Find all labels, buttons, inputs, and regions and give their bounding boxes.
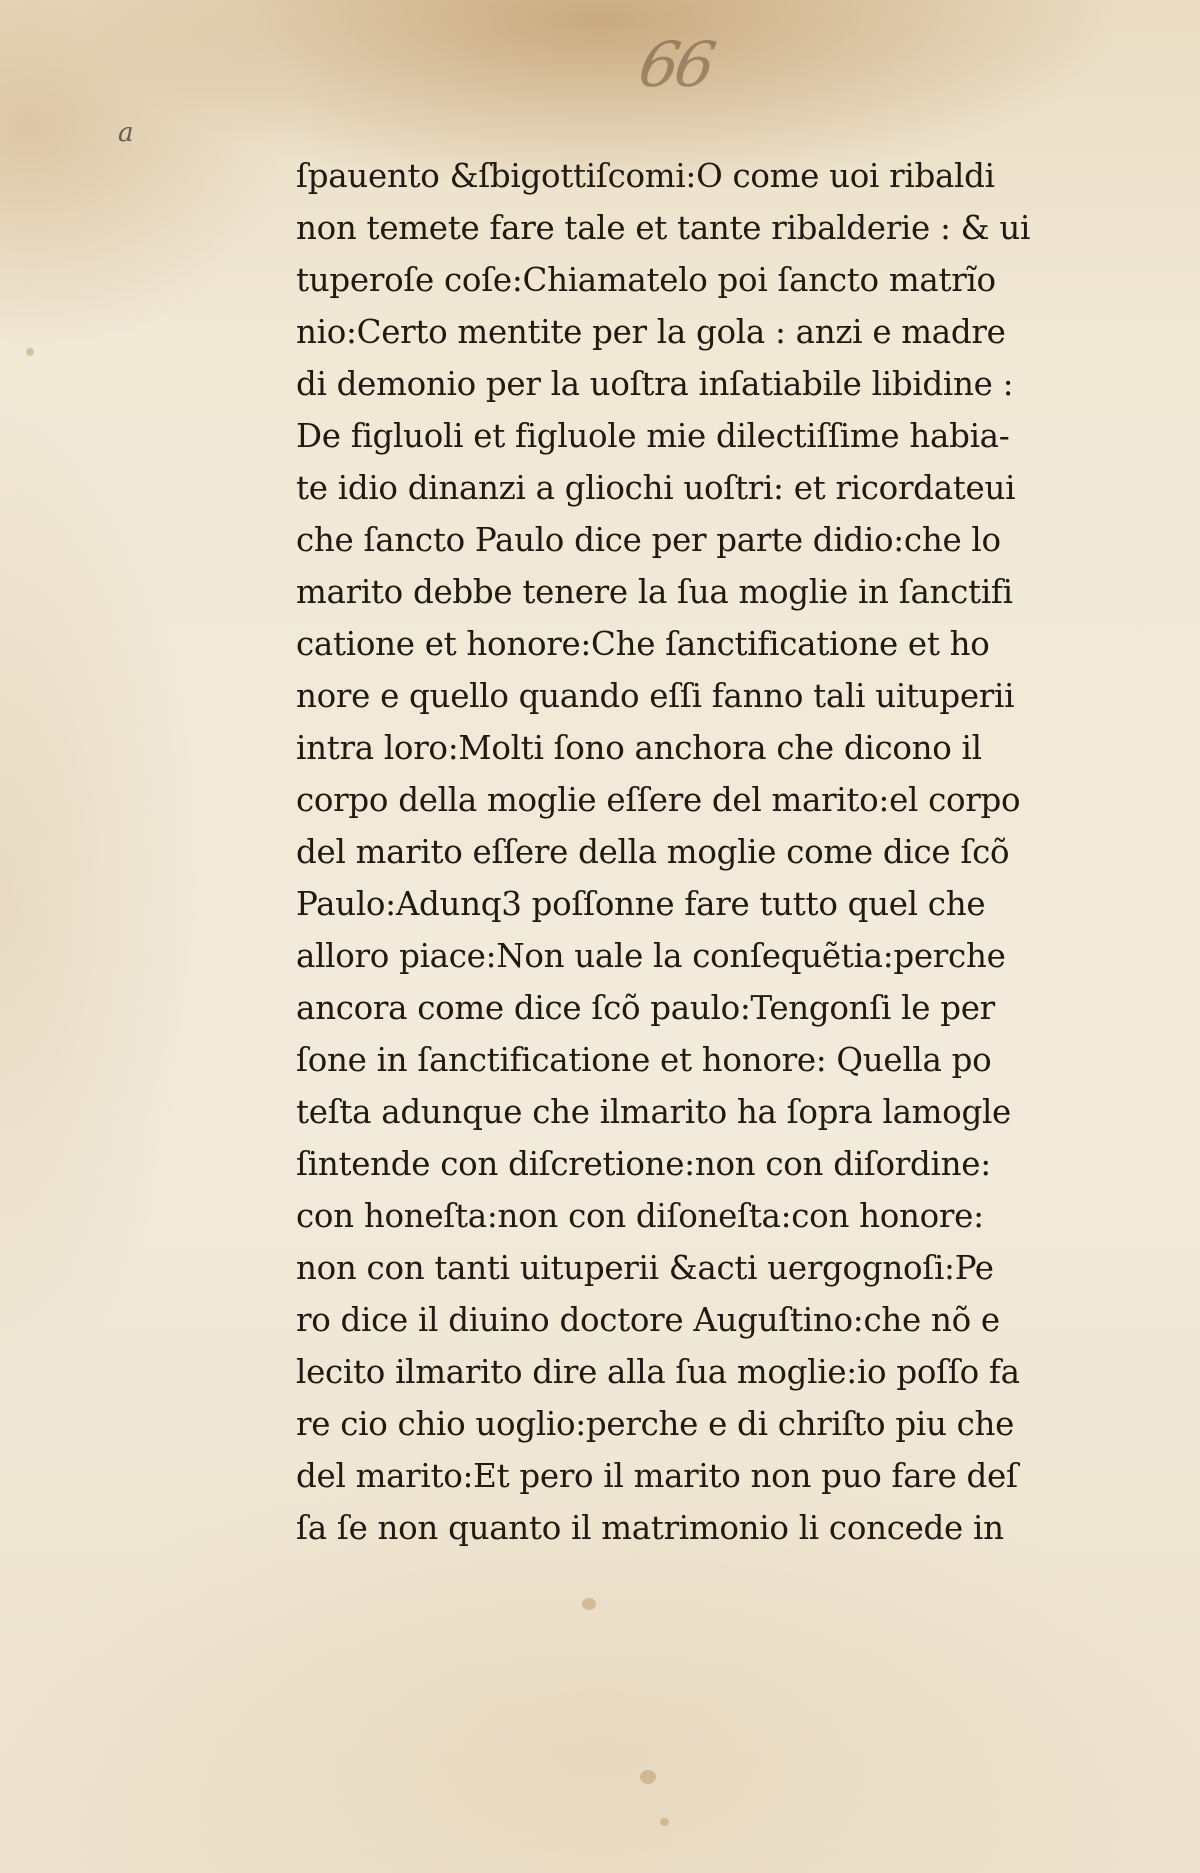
folio-number: 66: [633, 28, 718, 101]
text-line: tuperoſe coſe:Chiamatelo poi ſancto matrĩo: [296, 261, 996, 299]
text-line: ſone in ſanctificatione et honore: Quella po: [296, 1041, 992, 1079]
text-line: ſa ſe non quanto il matrimonio li concede in: [296, 1509, 1004, 1547]
text-line: ſintende con diſcretione:non con diſordine:: [296, 1145, 991, 1183]
text-line: di demonio per la uoſtra inſatiabile libidine :: [296, 365, 1014, 403]
text-line: non con tanti uituperii &acti uergognoſi:Pe: [296, 1249, 994, 1287]
stain-spot: [26, 348, 34, 356]
text-line: non temete fare tale et tante ribalderie : & ui: [296, 209, 1031, 247]
stain-spot: [640, 1770, 656, 1784]
text-block: [296, 150, 1116, 1554]
text-line: re cio chio uoglio:perche e di chriſto piu che: [296, 1405, 1015, 1443]
text-line: nore e quello quando eſſi fanno tali uituperii: [296, 677, 1015, 715]
text-line: corpo della moglie eſſere del marito:el corpo: [296, 781, 1021, 819]
text-line: De figluoli et figluole mie dilectiſſime habia-: [296, 417, 1010, 455]
stain-spot: [582, 1598, 596, 1610]
text-line: con honeſta:non con diſoneſta:con honore:: [296, 1197, 984, 1235]
text-line: catione et honore:Che ſanctificatione et ho: [296, 625, 990, 663]
text-line: te idio dinanzi a gliochi uoſtri: et ricordateui: [296, 469, 1016, 507]
text-line: del marito:Et pero il marito non puo fare deſ: [296, 1457, 1018, 1495]
text-line: nio:Certo mentite per la gola : anzi e madre: [296, 313, 1006, 351]
text-line: lecito ilmarito dire alla ſua moglie:io poſſo fa: [296, 1353, 1020, 1391]
text-line: alloro piace:Non uale la conſequẽtia:perche: [296, 937, 1006, 975]
stain-spot: [660, 1818, 669, 1826]
text-line: intra loro:Molti ſono anchora che dicono il: [296, 729, 982, 767]
text-line: ſpauento &ſbigottiſcomi:O come uoi ribaldi: [296, 157, 995, 195]
text-line: marito debbe tenere la ſua moglie in ſanctifi: [296, 573, 1013, 611]
text-line: Paulo:Adunq3 poſſonne fare tutto quel che: [296, 885, 986, 923]
text-line: del marito eſſere della moglie come dice ſcõ: [296, 833, 1010, 871]
text-line: ro dice il diuino doctore Auguſtino:che nõ e: [296, 1301, 1000, 1339]
margin-mark: a: [118, 118, 134, 148]
text-line: teſta adunque che ilmarito ha ſopra lamogle: [296, 1093, 1011, 1131]
text-line: che ſancto Paulo dice per parte didio:che lo: [296, 521, 1001, 559]
text-line: ancora come dice ſcõ paulo:Tengonſi le per: [296, 989, 995, 1027]
